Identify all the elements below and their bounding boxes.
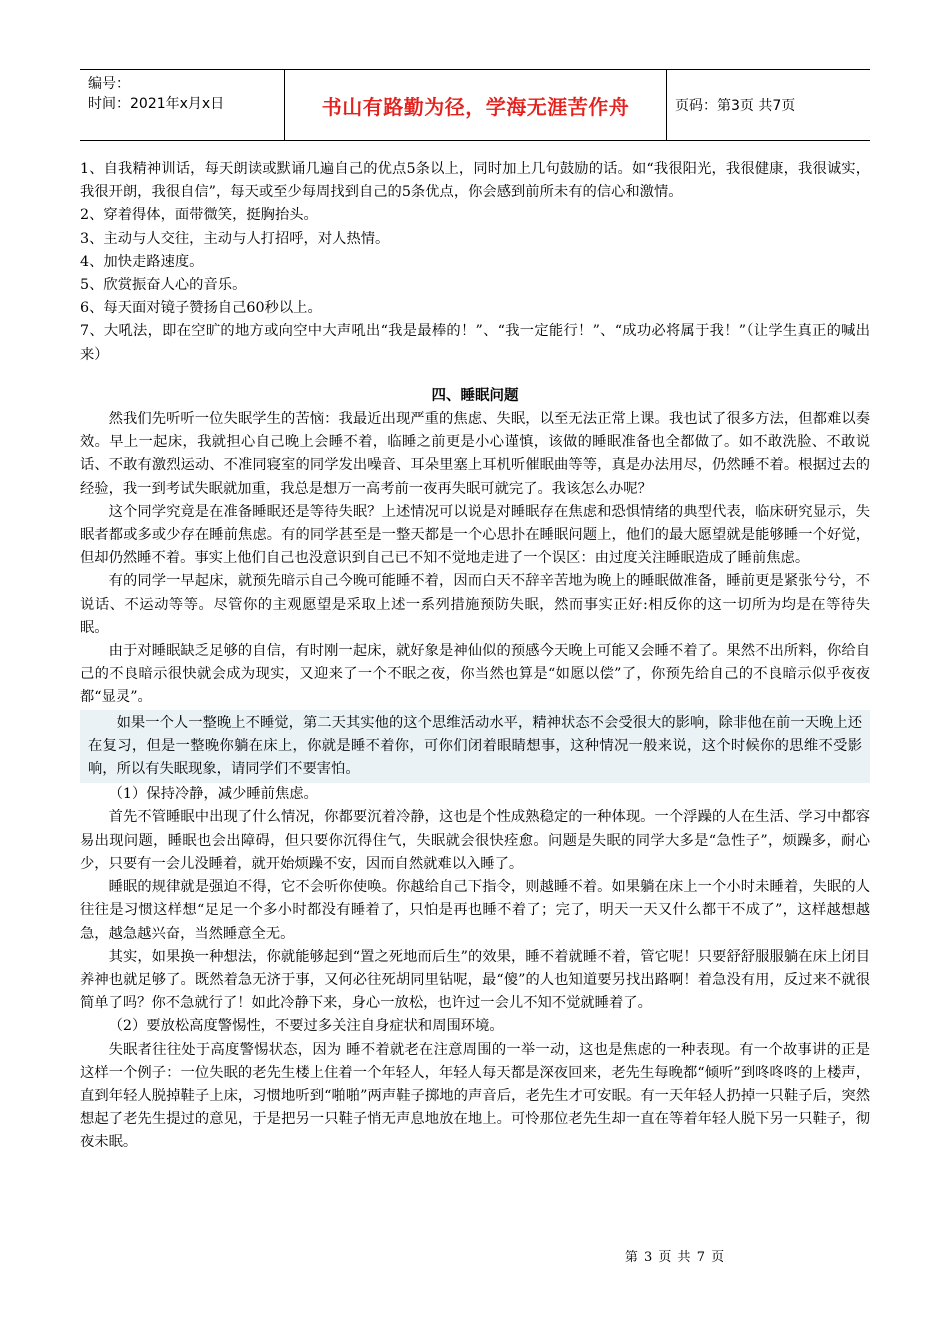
page-header: [80, 69, 870, 141]
document-body: [80, 158, 870, 1155]
document-time-label: 时间：2021年x月x日: [88, 96, 225, 112]
list-item: 7、大吼法，即在空旷的地方或向空中大声吼出“我是最棒的！”、“我一定能行！”、“成功必将属于我！”（让学生真正的喊出来）: [80, 323, 870, 363]
paragraph: 这个同学究竟是在准备睡眠还是等待失眠？上述情况可以说是对睡眠存在焦虑和恐惧情绪的典型代表，临床研究显示，失眠者都或多或少存在睡前焦虑。有的同学甚至是一整天都是一个心思扑在睡眠问题上，他们的最大愿望就是能够睡一个好觉，但却仍然睡不着。事实上他们自己也没意识到自己已不知不觉地走进了一个误区：由过度关注睡眠造成了睡前焦虑。: [80, 503, 870, 567]
subheading: （1）保持冷静，减少睡前焦虑。: [108, 786, 318, 803]
header-page-info-cell: [667, 70, 870, 140]
subheading: （2）要放松高度警惕性，不要过多关注自身症状和周围环境。: [108, 1018, 504, 1035]
paragraph: 首先不管睡眠中出现了什么情况，你都要沉着冷静，这也是个性成熟稳定的一种体现。一个浮躁的人在生活、学习中都容易出现问题，睡眠也会出障碍，但只要你沉得住气，失眠就会很快痊愈。问题是失眠的同学大多是“急性子”，烦躁多，耐心少，只要有一会儿没睡着，就开始烦躁不安，因而自然就难以入睡了。: [80, 809, 870, 872]
paragraph: 有的同学一早起床，就预先暗示自己今晚可能睡不着，因而白天不辞辛苦地为晚上的睡眠做准备，睡前更是紧张兮兮，不说话、不运动等等。尽管你的主观愿望是采取上述一系列措施预防失眠，然而事实正好:相反你的这一切所为均是在等待失眠。: [80, 573, 870, 636]
list-item: 5、欣赏振奋人心的音乐。: [80, 277, 247, 294]
shaded-paragraph: 如果一个人一整晚上不睡觉，第二天其实他的这个思维活动水平，精神状态不会受很大的影响，除非他在前一天晚上还在复习，但是一整晚你躺在床上，你就是睡不着你，可你们闭着眼睛想事，这种情况一般来说，这个时候你的思维不受影响，所以有失眠现象，请同学们不要害怕。: [80, 710, 870, 784]
list-item: 1、自我精神训话，每天朗读或默诵几遍自己的优点5条以上，同时加上几句鼓励的话。如“我很阳光，我很健康，我很诚实，我很开朗，我很自信”，每天或至少每周找到自己的5条优点，你会感到前所未有的信心和激情。: [80, 161, 870, 201]
list-item: 4、加快走路速度。: [80, 253, 204, 270]
list-item: 2、穿着得体，面带微笑，挺胸抬头。: [80, 207, 318, 224]
paragraph: 睡眠的规律就是强迫不得，它不会听你使唤。你越给自己下指令，则越睡不着。如果躺在床上一个小时未睡着，失眠的人往往是习惯这样想“足足一个多小时都没有睡着了，只怕是再也睡不着了；完了，明天一天又什么都干不成了”，这样越想越急，越急越兴奋，当然睡意全无。: [80, 879, 870, 942]
header-motto: 书山有路勤为径，学海无涯苦作舟: [321, 94, 630, 119]
section-title: 四、睡眠问题: [431, 387, 519, 404]
header-page-info: 页码：第3页 共7页: [675, 98, 796, 114]
paragraph: 其实，如果换一种想法，你就能够起到“置之死地而后生”的效果，睡不着就睡不着，管它呢！只要舒舒服服躺在床上闭目养神也就足够了。既然着急无济于事，又何必往死胡同里钻呢，最“傻”的人也知道要另找出路啊！着急没有用，反过来不就很简单了吗？你不急就行了！如此冷静下来，身心一放松，也许过一会儿不知不觉就睡着了。: [80, 948, 870, 1012]
document-code-label: 编号：: [88, 76, 130, 92]
header-meta: [80, 70, 285, 140]
paragraph: 然我们先听听一位失眠学生的苦恼：我最近出现严重的焦虑、失眠，以至无法正常上课。我也试了很多方法，但都难以奏效。早上一起床，我就担心自己晚上会睡不着，临睡之前更是小心谨慎，该做的睡眠准备也全都做了。如不敢洗脸、不敢说话、不敢有激烈运动、不准同寝室的同学发出噪音、耳朵里塞上耳机听催眠曲等等，真是办法用尽，仍然睡不着。根据过去的经验，我一到考试失眠就加重，我总是想万一高考前一夜再失眠可就完了。我该怎么办呢？: [80, 411, 870, 497]
list-item: 3、主动与人交往，主动与人打招呼，对人热情。: [80, 230, 390, 247]
paragraph: 由于对睡眠缺乏足够的自信，有时刚一起床，就好象是神仙似的预感今天晚上可能又会睡不着了。果然不出所料，你给自己的不良暗示很快就会成为现实，又迎来了一个不眠之夜，你当然也算是“如愿以偿”了，你预先给自己的不良暗示似乎夜夜都“显灵”。: [80, 643, 870, 706]
footer-page-number: 第 3 页 共 7 页: [624, 1250, 726, 1265]
paragraph: 失眠者往往处于高度警惕状态，因为 睡不着就老在注意周围的一举一动，这也是焦虑的一种表现。有一个故事讲的正是这样一个例子：一位失眠的老先生楼上住着一个年轻人，年轻人每天都是深夜回来，老先生每晚都“倾听”到咚咚咚的上楼声，直到年轻人脱掉鞋子上床，习惯地听到“啪啪”两声鞋子掷地的声音后，老先生才可安眠。有一天年轻人扔掉一只鞋子后，突然想起了老先生提过的意见，于是把另一只鞋子悄无声息地放在地上。可怜那位老先生却一直在等着年轻人脱下另一只鞋子，彻夜未眠。: [80, 1041, 870, 1151]
list-item: 6、每天面对镜子赞扬自己60秒以上。: [80, 300, 322, 317]
page-footer: [0, 1246, 950, 1265]
header-motto-cell: [285, 70, 667, 140]
